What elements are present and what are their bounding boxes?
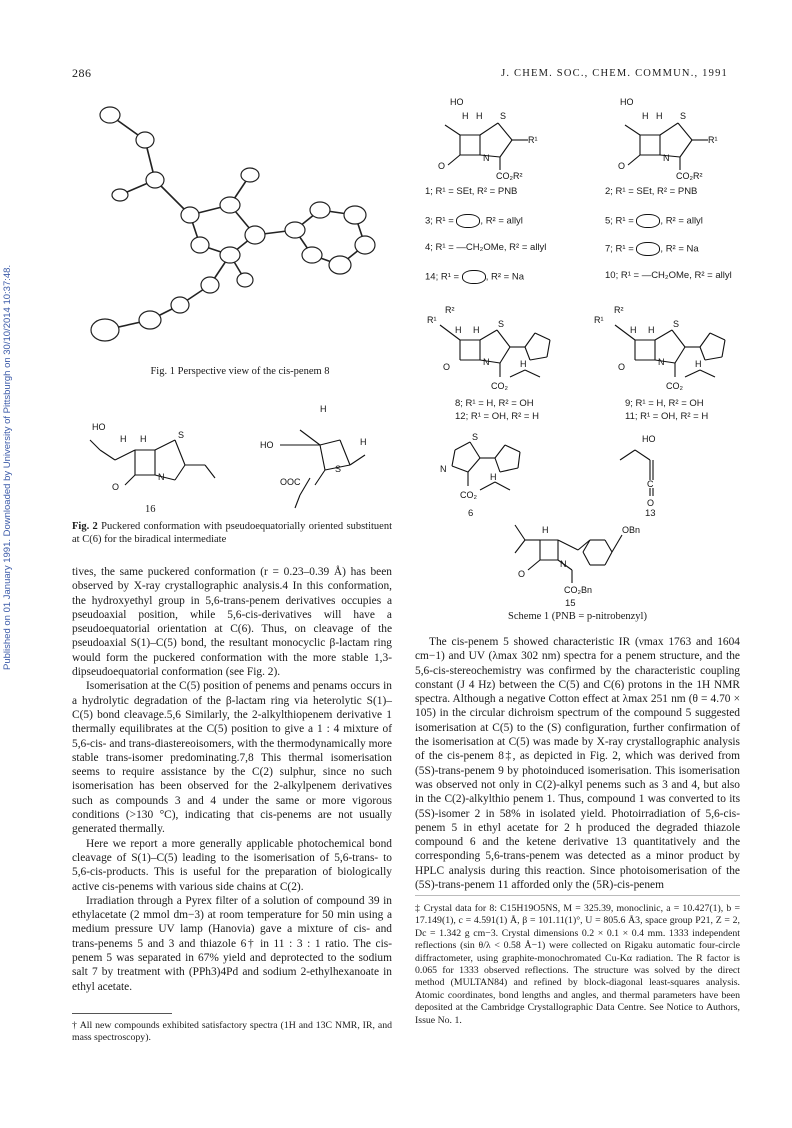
svg-text:R¹: R¹ bbox=[528, 135, 538, 145]
svg-text:OBn: OBn bbox=[622, 525, 641, 535]
fig2-caption-label: Fig. 2 bbox=[72, 521, 98, 532]
left-paragraph-3: Here we report a more generally applicable photochemical bond cleavage of S(1)–C(5) leading to the isomerisation of 5,6-trans- to 5,6-cis-products. This is useful for the preparation of biologically active cis-penems with various side chains at C(2). bbox=[72, 837, 392, 893]
thf-ring-icon bbox=[462, 270, 486, 284]
svg-text:H: H bbox=[120, 434, 127, 444]
scheme-structure-13 bbox=[600, 430, 700, 510]
svg-text:H: H bbox=[320, 404, 327, 414]
fig2-caption bbox=[72, 520, 392, 546]
svg-text:CO₂R²: CO₂R² bbox=[676, 171, 703, 181]
right-footnote-rule bbox=[415, 895, 740, 896]
scheme-structure-9-11 bbox=[594, 305, 750, 391]
svg-text:H: H bbox=[473, 325, 480, 335]
label-compound-7 bbox=[605, 242, 699, 256]
svg-text:HO: HO bbox=[642, 434, 656, 444]
svg-text:O: O bbox=[647, 498, 655, 508]
label-compound-9: 9; R¹ = H, R² = OH bbox=[625, 398, 704, 409]
svg-text:R¹: R¹ bbox=[708, 135, 718, 145]
svg-text:CO₂R²: CO₂R² bbox=[496, 171, 523, 181]
svg-text:S: S bbox=[472, 432, 479, 442]
label-compound-10: 10; R¹ = —CH₂OMe, R² = allyl bbox=[605, 270, 732, 281]
svg-text:H: H bbox=[630, 325, 637, 335]
scheme-structure-2 bbox=[600, 95, 750, 181]
label-compound-5-a: 5; R¹ = bbox=[605, 215, 637, 227]
label-compound-5 bbox=[605, 214, 703, 228]
svg-text:H: H bbox=[140, 434, 147, 444]
left-footnote: † All new compounds exhibited satisfactory spectra (1H and 13C NMR, IR, and mass spectroscopy). bbox=[72, 1020, 392, 1044]
svg-text:N: N bbox=[440, 464, 447, 474]
svg-text:H: H bbox=[542, 525, 549, 535]
svg-text:H: H bbox=[360, 437, 367, 447]
svg-text:O: O bbox=[443, 362, 451, 372]
label-compound-14-b: , R² = Na bbox=[485, 271, 524, 283]
svg-text:R¹: R¹ bbox=[427, 315, 437, 325]
fig2-structure-puckered bbox=[240, 400, 390, 510]
download-notice[interactable]: Published on 01 January 1991. Downloaded by University of Pittsburgh on 30/10/2014 10:37:48. bbox=[2, 264, 13, 670]
fig2-compound-16: 16 bbox=[145, 504, 156, 515]
scheme-structure-15 bbox=[500, 515, 680, 595]
left-footnote-rule bbox=[72, 1013, 172, 1014]
svg-text:H: H bbox=[490, 472, 497, 482]
svg-text:S: S bbox=[335, 464, 342, 474]
svg-text:HO: HO bbox=[620, 97, 634, 107]
svg-text:O: O bbox=[618, 161, 626, 171]
label-compound-7-a: 7; R¹ = bbox=[605, 243, 637, 255]
svg-text:HO: HO bbox=[450, 97, 464, 107]
svg-text:N: N bbox=[560, 559, 567, 569]
svg-text:CO₂Bn: CO₂Bn bbox=[564, 585, 593, 595]
svg-text:H: H bbox=[462, 111, 469, 121]
svg-text:S: S bbox=[178, 430, 185, 440]
scheme-structure-8-12 bbox=[425, 305, 575, 391]
page-number: 286 bbox=[72, 66, 92, 80]
label-compound-7-b: , R² = Na bbox=[660, 243, 699, 255]
thf-ring-icon bbox=[456, 214, 480, 228]
svg-text:OOC: OOC bbox=[280, 477, 301, 487]
svg-text:H: H bbox=[642, 111, 649, 121]
label-compound-6: 6 bbox=[468, 508, 474, 519]
svg-text:N: N bbox=[658, 357, 665, 367]
svg-text:N: N bbox=[483, 153, 490, 163]
svg-text:H: H bbox=[476, 111, 483, 121]
right-footnote: ‡ Crystal data for 8: C15H19O5NS, M = 325.39, monoclinic, a = 10.427(1), b = 17.149(1), c = 4.591(1) Å, β = 101.11(1)°, U = 805.6 Å3, space group P21, Z = 2, Dc = 1.342 g cm−3. Crystal dimensions 0.2 × 0.1 × 0.4 mm. 1333 independent reflections (sin θ/λ < 0.58 Å−1) were collected on Rigaku automatic four-circle diffractometer, using graphite-monochromated Cu-Kα radiation. The R factor is 0.065 for 1333 observed reflections. The structure was solved by the direct method (MULTAN84) and refined by block-diagonal least-squares analysis. Atomic coordinates, bond lengths and angles, and thermal parameters have been deposited at the Cambridge Crystallographic Data Centre. See Notice to Authors, Issue No. 1. bbox=[415, 903, 740, 1026]
fig1-caption bbox=[100, 365, 380, 378]
label-compound-13: 13 bbox=[645, 508, 656, 519]
journal-header: J. CHEM. SOC., CHEM. COMMUN., 1991 bbox=[501, 68, 728, 79]
svg-text:H: H bbox=[656, 111, 663, 121]
svg-text:C: C bbox=[647, 479, 654, 489]
svg-text:O: O bbox=[618, 362, 626, 372]
label-compound-15: 15 bbox=[565, 598, 576, 609]
left-paragraph-4: Irradiation through a Pyrex filter of a solution of compound 39 in ethylacetate (2 mmol dm−3) at room temperature for 50 min using a medium pressure UV lamp (Hanovia) gave a mixture of cis- and trans-penems 5 and 3 and thiazole 6† in 11 : 3 : 1 ratio. The cis-penem 5 was separated in 67% yield and deprotected to the sodium salt 7 by treatment with (PPh3)4Pd and sodium 2-ethylhexanoate in ethyl acetate. bbox=[72, 894, 392, 993]
svg-text:S: S bbox=[500, 111, 507, 121]
fig1-caption-label: Fig. 1 bbox=[150, 366, 175, 377]
label-compound-14 bbox=[425, 270, 524, 284]
label-compound-1: 1; R¹ = SEt, R² = PNB bbox=[425, 186, 518, 197]
label-compound-3-a: 3; R¹ = bbox=[425, 215, 457, 227]
svg-text:S: S bbox=[680, 111, 687, 121]
label-compound-5-b: , R² = allyl bbox=[660, 215, 703, 227]
fig2-structure-16 bbox=[80, 410, 220, 500]
svg-text:R²: R² bbox=[445, 305, 455, 315]
svg-text:CO₂: CO₂ bbox=[666, 381, 683, 391]
svg-text:O: O bbox=[438, 161, 446, 171]
scheme-structure-6 bbox=[430, 430, 560, 505]
label-compound-8: 8; R¹ = H, R² = OH bbox=[455, 398, 534, 409]
label-compound-14-a: 14; R¹ = bbox=[425, 271, 462, 283]
left-paragraph-2: Isomerisation at the C(5) position of penems and penams occurs in a hydrolytic degradation of the β-lactam ring via heterolytic S(1)–C(5) bond cleavage.5,6 Similarly, the 2-alkylthiopenem derivative 1 thermally equilibrates at the C(5) position to give a 1 : 4 mixture of 5,6-cis- and trans-diastereoisomers, with the thermodynamically more stable trans-isomer predominating.7,8 This thermal isomerisation seems to require assistance by the C(2) sulphur, since no such isomerisation has been observed for the 2-alkylpenem derivatives such as compounds 3 and 4 under the same or more vigorous conditions (>130 °C), indicating that cis-penems are not usually generated thermally. bbox=[72, 680, 392, 836]
svg-text:N: N bbox=[158, 472, 165, 482]
svg-text:N: N bbox=[663, 153, 670, 163]
svg-text:CO₂: CO₂ bbox=[460, 490, 477, 500]
svg-text:H: H bbox=[455, 325, 462, 335]
fig2-caption-text: Puckered conformation with pseudoequatorially oriented substituent at C(6) for the biradical intermediate bbox=[72, 521, 392, 545]
label-compound-11: 11; R¹ = OH, R² = H bbox=[625, 411, 709, 422]
svg-text:N: N bbox=[483, 357, 490, 367]
svg-text:HO: HO bbox=[92, 422, 106, 432]
svg-text:H: H bbox=[520, 359, 527, 369]
scheme-structure-1 bbox=[420, 95, 570, 181]
left-paragraph-1: tives, the same puckered conformation (r = 0.23–0.39 Å) has been observed by X-ray crystallographic analysis.4 In this conformation, the hydroxyethyl group in 5,6-trans-penem derivatives occupies a pseudoaxial position, while 5,6-cis-derivatives will have a pseudoequatorial orientation at C(6). Thus, on cleavage of the pseudoaxial S(1)–C(5) bond, the resultant monocyclic β-lactam ring would form the puckered conformation with the more stable 1,3-dipseudoequatorial conformation (see Fig. 2). bbox=[72, 566, 392, 679]
svg-text:HO: HO bbox=[260, 440, 274, 450]
label-compound-3 bbox=[425, 214, 523, 228]
svg-text:O: O bbox=[112, 482, 120, 492]
fig1-ortep-drawing bbox=[80, 95, 390, 355]
svg-text:H: H bbox=[695, 359, 702, 369]
svg-text:H: H bbox=[648, 325, 655, 335]
right-paragraph-1: The cis-penem 5 showed characteristic IR (νmax 1763 and 1604 cm−1) and UV (λmax 302 nm) spectra for a penem structure, and the 5,6-cis-stereochemistry was confirmed by the characteristic coupling constant (J 4 Hz) between the C(5) and C(6) protons in the 1H NMR spectra. Although a negative Cotton effect at λmax 251 nm (θ = 4.70 × 105) in the circular dichroism spectrum of the compound 5 suggested isomerisation at C(5) to the (S) configuration, further confirmation of the isomerisation at C(5) was made by X-ray crystallographic analysis of the cis-penem 8‡, as depicted in Fig. 2, which was derived from (5S)-trans-penem 9 by photoinduced isomerisation. This isomerisation was observed not only in C(2)-alkyl penems such as 3 and 4, but also in the C(2)-alkylthio penem 1. Thus, compound 1 was converted to its (5S)-isomer 2 in 58% in isolated yield. Photoirradiation of 5,6-cis-penem 5 in ethyl acetate for 2 h produced the degraded thiazole compound 6 and the ketene derivative 13 quantitatively and the corresponding 5,6-trans-penem was detected as a minor product by HPLC analysis during this reaction. Since photoisomerisation of the (5S)-trans-penem 11 afforded only the (5R)-cis-penem bbox=[415, 636, 740, 892]
svg-text:R²: R² bbox=[614, 305, 624, 315]
svg-text:R¹: R¹ bbox=[594, 315, 604, 325]
svg-text:O: O bbox=[518, 569, 526, 579]
scheme-caption: Scheme 1 (PNB = p-nitrobenzyl) bbox=[508, 611, 647, 622]
label-compound-3-b: , R² = allyl bbox=[480, 215, 523, 227]
fig1-caption-text: Perspective view of the cis-penem 8 bbox=[177, 366, 330, 377]
label-compound-12: 12; R¹ = OH, R² = H bbox=[455, 411, 539, 422]
svg-text:S: S bbox=[673, 319, 680, 329]
thf-ring-icon bbox=[636, 242, 660, 256]
label-compound-2: 2; R¹ = SEt, R² = PNB bbox=[605, 186, 698, 197]
right-column bbox=[415, 635, 740, 892]
svg-text:CO₂: CO₂ bbox=[491, 381, 508, 391]
label-compound-4: 4; R¹ = —CH₂OMe, R² = allyl bbox=[425, 242, 547, 253]
svg-text:S: S bbox=[498, 319, 505, 329]
thf-ring-icon bbox=[636, 214, 660, 228]
left-column bbox=[72, 565, 392, 994]
